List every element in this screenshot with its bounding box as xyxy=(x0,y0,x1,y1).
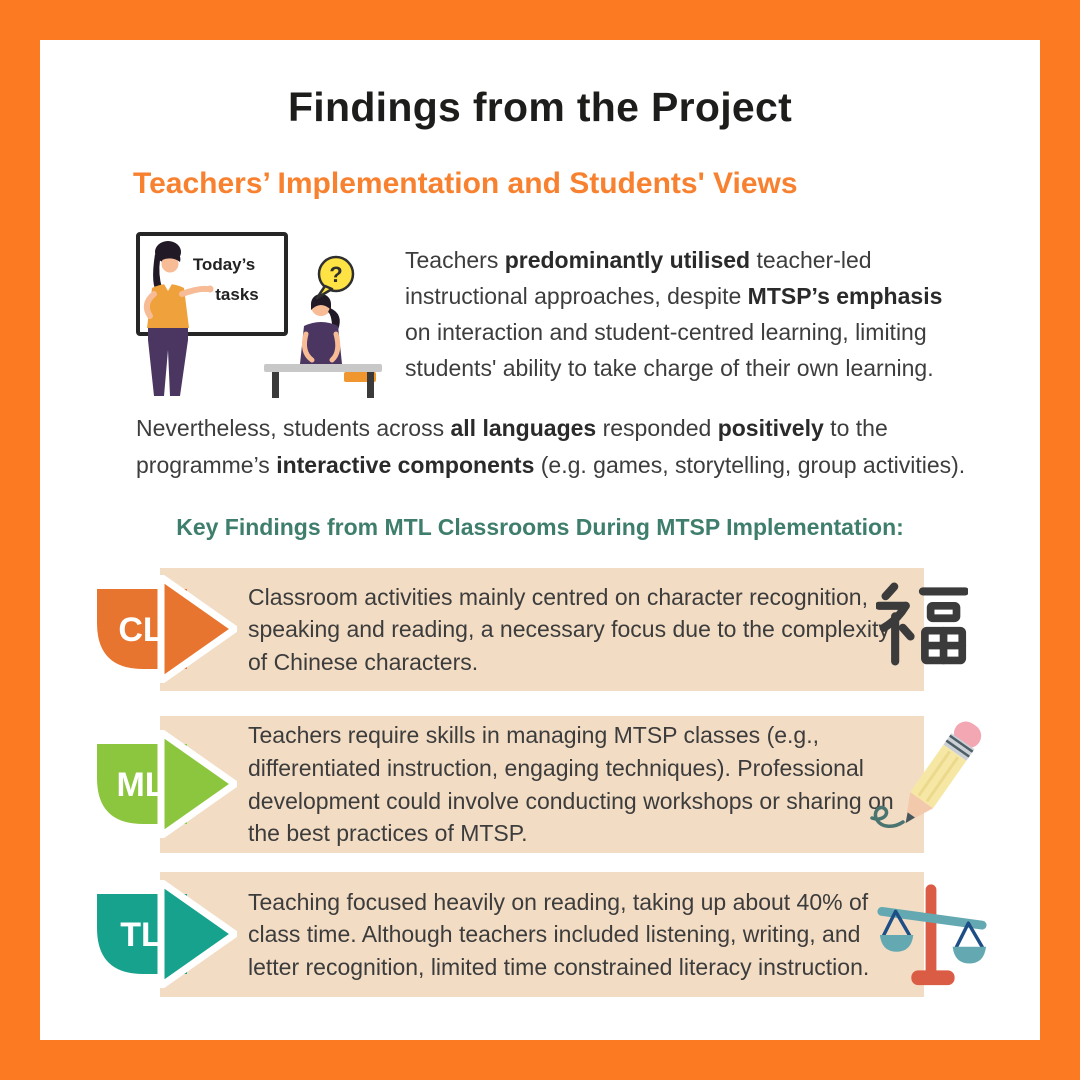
key-findings-heading: Key Findings from MTL Classrooms During MTSP Implementation: xyxy=(176,514,904,540)
text-segment: teacher-led instructional approaches, despite xyxy=(405,247,872,309)
whiteboard-text-line2: tasks xyxy=(215,285,259,304)
finding-intro-paragraph xyxy=(405,243,973,387)
student-response-paragraph xyxy=(136,410,976,484)
question-mark: ? xyxy=(329,262,343,287)
text-segment: to the programme’s xyxy=(136,415,888,478)
tl-banner xyxy=(160,872,924,997)
ml-banner xyxy=(160,716,924,853)
text-segment: Nevertheless, students across xyxy=(136,415,451,441)
tl-label: TL xyxy=(120,916,162,954)
text-segment: (e.g. games, storytelling, group activities). xyxy=(534,451,966,478)
text-segment: responded xyxy=(596,415,718,441)
arrow-head xyxy=(161,732,235,836)
tl-arrow-badge xyxy=(95,880,237,988)
finding-row-ml xyxy=(0,716,1080,853)
finding-row-tl xyxy=(0,872,1080,997)
ml-arrow-badge xyxy=(95,730,237,838)
ml-finding-text: Teachers require skills in managing MTSP classes (e.g., differentiated instruction, engaging techniques). Professional development could involve conducting workshops or sharing on the best practices of MTSP. xyxy=(248,722,894,847)
text-segment: Teachers xyxy=(405,247,505,273)
fu-character-icon xyxy=(876,578,968,670)
bold-text-segment: predominantly utilised xyxy=(504,247,751,273)
cl-label: CL xyxy=(118,611,164,649)
whiteboard-text-line1: Today’s xyxy=(192,255,256,274)
balance-scale-icon xyxy=(872,876,990,992)
bold-text-segment: positively xyxy=(717,415,824,441)
arrow-head xyxy=(161,882,235,986)
ml-label: ML xyxy=(116,766,166,804)
pencil-icon xyxy=(858,716,993,856)
cl-finding-text: Classroom activities mainly centred on character recognition, speaking and reading, a necessary focus due to the complexity of Chinese characters. xyxy=(248,583,890,675)
classroom-illustration xyxy=(92,226,392,404)
cl-banner xyxy=(160,568,924,691)
page-title: Findings from the Project xyxy=(287,84,793,130)
bold-text-segment: all languages xyxy=(450,415,597,441)
finding-row-cl xyxy=(0,568,1080,691)
tl-finding-text: Teaching focused heavily on reading, taking up about 40% of class time. Although teachers included listening, writing, and letter recognition, limited time constrained literacy instruction. xyxy=(248,888,870,980)
bold-text-segment: interactive components xyxy=(276,451,535,478)
text-segment: on interaction and student-centred learning, limiting students' ability to take charge of their own learning. xyxy=(405,318,934,381)
bold-text-segment: MTSP’s emphasis xyxy=(747,282,943,309)
section-heading: Teachers’ Implementation and Students' Views xyxy=(133,167,798,200)
arrow-head xyxy=(161,577,235,681)
cl-arrow-badge xyxy=(95,575,237,683)
question-bubble xyxy=(317,257,353,298)
